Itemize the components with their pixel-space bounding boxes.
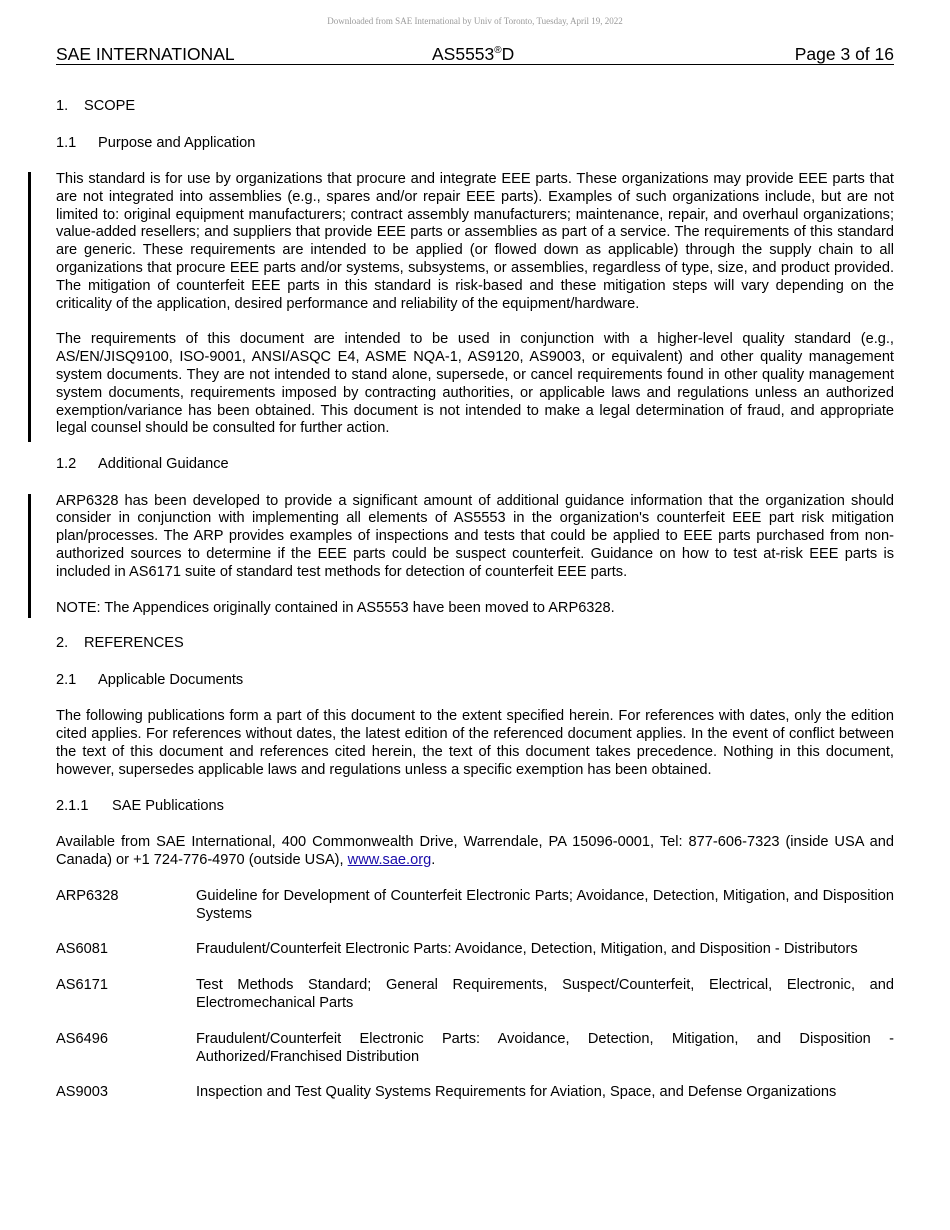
section-number: 2.: [56, 635, 69, 652]
page-header: [56, 44, 894, 65]
paragraph-purpose: This standard is for use by organizations that procure and integrate EEE parts. These organizations may provide EEE parts that are not integrated into assemblies (e.g., spares and/or repair EEE parts). Examples of such organizations include, but are not limited to: original equipment manufacturers; contract assembly manufacturers; maintenance, repair, and overhaul organizations; value-added resellers; and suppliers that provide EEE parts or assemblies as part of a service. The requirements of this standard are generic. These requirements are intended to be applied (or flowed down as applicable) through the supply chain to all organizations that procure EEE parts and/or systems, subsystems, or assemblies, regardless of type, size, and product provided. The mitigation of counterfeit EEE parts in this standard is risk-based and these mitigation steps will vary depending on the criticality of the application, desired performance and reliability of the equipment/hardware.: [56, 171, 894, 312]
section-number: 1.1: [56, 134, 77, 151]
doc-revision: D: [501, 44, 515, 64]
reference-title: Inspection and Test Quality Systems Requirements for Aviation, Space, and Defense Organizations: [196, 1084, 837, 1101]
availability-end: .: [431, 851, 436, 868]
reference-code: AS6496: [56, 1030, 108, 1047]
section-number: 2.1: [56, 671, 77, 688]
section-heading-additional-guidance: [56, 456, 894, 474]
reference-row: [56, 941, 894, 959]
section-heading-sae-publications: [56, 798, 894, 816]
reference-title: Fraudulent/Counterfeit Electronic Parts: Avoidance, Detection, Mitigation, and Disposition - Distributors: [196, 941, 858, 958]
reference-row: [56, 1031, 894, 1067]
reference-title: Fraudulent/Counterfeit Electronic Parts: Avoidance, Detection, Mitigation, and Disposition - Authorized/Franchised Distribution: [196, 1030, 894, 1065]
header-page-number: Page 3 of 16: [794, 44, 894, 64]
reference-title: Test Methods Standard; General Requirements, Suspect/Counterfeit, Electrical, Electronic, and Electromechanical Parts: [196, 977, 894, 1011]
reference-row: [56, 977, 894, 1013]
section-heading-references: [56, 635, 894, 653]
sae-website-link[interactable]: www.sae.org: [347, 851, 432, 868]
header-doc-number: [432, 44, 514, 64]
section-number: 2.1.1: [56, 797, 89, 814]
header-org: SAE INTERNATIONAL: [56, 44, 235, 64]
reference-title: Guideline for Development of Counterfeit Electronic Parts; Avoidance, Detection, Mitigation, and Disposition Systems: [196, 887, 894, 922]
section-number: 1.: [56, 98, 69, 114]
doc-base: AS5553: [432, 44, 495, 64]
section-title: SAE Publications: [112, 797, 224, 814]
section-heading-scope: [56, 98, 894, 116]
reference-row: [56, 1084, 894, 1102]
reference-code: ARP6328: [56, 887, 119, 904]
section-title: Additional Guidance: [98, 456, 229, 473]
section-title: SCOPE: [84, 98, 136, 114]
paragraph-guidance: ARP6328 has been developed to provide a significant amount of additional guidance information that the organization should consider in conjunction with implementing all elements of AS5553 in the organization's counterfeit EEE part risk mitigation plan/processes. The ARP provides examples of inspections and tests that could be applied to EEE parts purchased from non-authorized sources to determine if the EEE parts could be suspect counterfeit. Guidance on how to test at-risk EEE parts is included in AS6171 suite of standard test methods for detection of counterfeit EEE parts.: [56, 492, 894, 580]
section-title: REFERENCES: [84, 635, 184, 652]
reference-row: [56, 888, 894, 924]
paragraph-sae-availability: [56, 834, 894, 870]
reference-code: AS6081: [56, 941, 108, 958]
registered-mark: ®: [494, 45, 502, 56]
paragraph-requirements: The requirements of this document are intended to be used in conjunction with a higher-level quality standard (e.g., AS/EN/JISQ9100, ISO-9001, ANSI/ASQC E4, ASME NQA-1, AS9120, AS9003, or equivalent) and other quality management system documents. They are not intended to stand alone, supersede, or cancel requirements found in other quality management system documents, requirements imposed by contracting authorities, or applicable laws and regulations unless an authorized exemption/variance has been obtained. This document is not intended to make a legal determination of fraud, and appropriate legal counsel should be consulted for further action.: [56, 331, 894, 437]
availability-text: Available from SAE International, 400 Commonwealth Drive, Warrendale, PA 15096-0001, Tel: 877-606-7323 (inside USA and Canada) or +1 724-776-4970 (outside USA),: [56, 834, 894, 868]
section-heading-purpose: [56, 135, 894, 153]
revision-change-bar: [28, 494, 31, 618]
section-title: Purpose and Application: [98, 134, 256, 151]
reference-code: AS6171: [56, 977, 108, 994]
paragraph-applicable-documents: The following publications form a part of this document to the extent specified herein. For references with dates, only the edition cited applies. For references without dates, the latest edition of the referenced document applies. In the event of conflict between the text of this document and references cited herein, the text of this document takes precedence. Nothing in this document, however, supersedes applicable laws and regulations unless a specific exemption has been obtained.: [56, 708, 894, 778]
section-title: Applicable Documents: [98, 671, 244, 688]
download-watermark: Downloaded from SAE International by Univ of Toronto, Tuesday, April 19, 2022: [327, 16, 623, 26]
note-appendices: NOTE: The Appendices originally contained in AS5553 have been moved to ARP6328.: [56, 599, 615, 616]
section-heading-applicable-documents: [56, 672, 894, 690]
reference-list: [56, 888, 894, 1102]
document-body: [56, 98, 894, 1120]
reference-code: AS9003: [56, 1084, 108, 1101]
revision-change-bar: [28, 172, 31, 442]
section-number: 1.2: [56, 456, 77, 473]
